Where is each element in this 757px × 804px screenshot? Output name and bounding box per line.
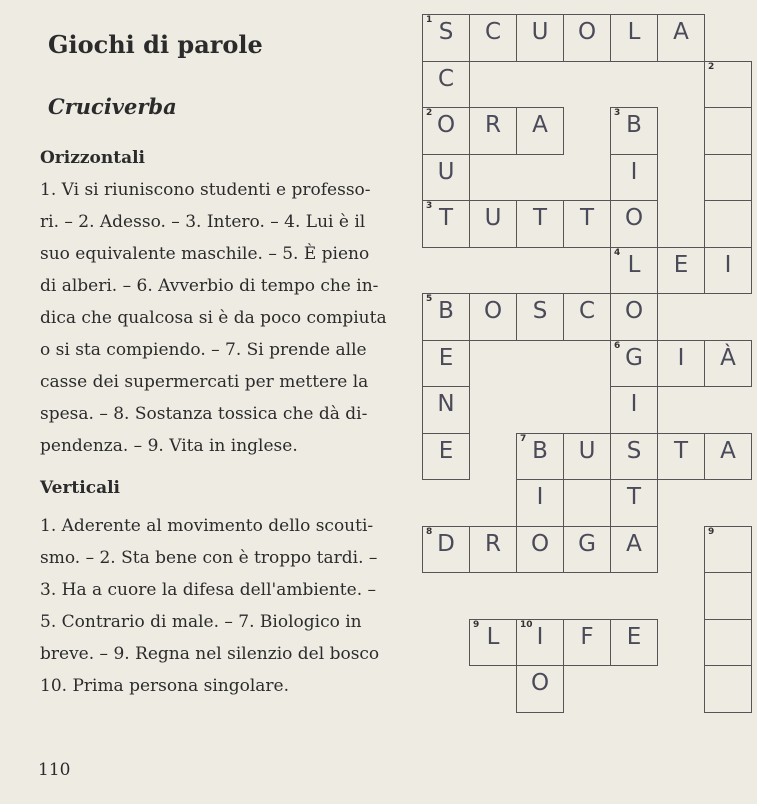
clue-line: 5. Contrario di male. – 7. Biologico in: [40, 612, 362, 632]
grid-cell[interactable]: [469, 619, 517, 667]
cell-letter: A: [673, 19, 689, 45]
grid-cell[interactable]: [516, 107, 564, 155]
cell-letter: O: [436, 112, 456, 138]
page-number: 110: [38, 760, 71, 780]
cell-letter: I: [536, 623, 544, 650]
grid-cell[interactable]: [704, 247, 752, 295]
cell-letter: R: [485, 530, 501, 557]
cell-letter: O: [530, 530, 550, 557]
page-subtitle: Cruciverba: [48, 94, 177, 119]
cell-letter: S: [438, 19, 454, 45]
cell-letter: I: [630, 158, 638, 185]
cell-letter: O: [624, 205, 644, 231]
cell-number: 1: [426, 15, 433, 25]
clue-line: breve. – 9. Regna nel silenzio del bosco: [40, 644, 380, 664]
cell-letter: O: [530, 670, 550, 696]
clue-line: 10. Prima persona singolare.: [40, 676, 290, 696]
cell-letter: E: [673, 251, 689, 278]
grid-cell[interactable]: [610, 200, 658, 248]
grid-cell[interactable]: [704, 200, 752, 248]
grid-cell[interactable]: [422, 526, 470, 574]
clue-line: smo. – 2. Sta bene con è troppo tardi. –: [40, 548, 378, 568]
cell-letter: T: [579, 205, 595, 231]
grid-cell[interactable]: [657, 14, 705, 62]
clue-line: suo equivalente maschile. – 5. È pieno: [40, 244, 370, 264]
cell-letter: R: [485, 112, 501, 138]
cell-number: 3: [426, 201, 433, 211]
down-heading: Verticali: [40, 478, 120, 498]
clue-line: spesa. – 8. Sostanza tossica che dà di-: [40, 404, 368, 424]
cell-number: 7: [520, 433, 527, 444]
grid-cell[interactable]: [563, 14, 611, 62]
grid-cell[interactable]: [610, 340, 658, 388]
cell-letter: B: [438, 298, 454, 324]
across-heading: Orizzontali: [40, 148, 146, 168]
cell-letter: À: [720, 344, 736, 371]
cell-letter: E: [626, 623, 642, 650]
cell-letter: B: [626, 112, 642, 138]
cell-letter: A: [720, 437, 736, 464]
grid-cell[interactable]: [422, 14, 470, 62]
cell-number: 6: [614, 340, 621, 351]
cell-letter: S: [532, 298, 548, 324]
cell-number: 9: [708, 526, 715, 537]
cell-letter: I: [536, 484, 544, 510]
cell-letter: U: [531, 19, 549, 45]
grid-cell[interactable]: [516, 14, 564, 62]
grid-cell[interactable]: [516, 293, 564, 341]
grid-cell[interactable]: [422, 340, 470, 388]
grid-cell[interactable]: [704, 340, 752, 388]
grid-cell[interactable]: [563, 433, 611, 481]
cell-letter: E: [438, 437, 454, 464]
grid-cell[interactable]: [704, 107, 752, 155]
grid-cell[interactable]: [610, 619, 658, 667]
cell-letter: A: [626, 530, 642, 557]
cell-letter: O: [624, 298, 644, 324]
cell-letter: G: [625, 344, 643, 371]
grid-cell[interactable]: [469, 14, 517, 62]
cell-letter: O: [483, 298, 503, 324]
clue-line: ri. – 2. Adesso. – 3. Intero. – 4. Lui è il: [40, 212, 366, 232]
cell-letter: S: [626, 437, 642, 464]
cell-number: 2: [426, 108, 433, 118]
cell-letter: L: [486, 623, 500, 650]
page-title: Giochi di parole: [48, 30, 263, 59]
cell-letter: N: [437, 391, 455, 417]
grid-cell[interactable]: [516, 479, 564, 527]
grid-cell[interactable]: [422, 107, 470, 155]
cell-letter: D: [437, 530, 455, 557]
grid-cell[interactable]: [610, 107, 658, 155]
cell-letter: L: [627, 19, 641, 45]
cell-letter: E: [438, 344, 454, 371]
clue-line: dica che qualcosa si è da poco compiuta: [40, 308, 387, 328]
cell-number: 5: [426, 294, 433, 304]
cell-letter: I: [630, 391, 638, 417]
clue-line: 1. Aderente al movimento dello scouti-: [40, 516, 374, 536]
grid-cell[interactable]: [657, 247, 705, 295]
cell-letter: T: [532, 205, 548, 231]
cell-letter: I: [677, 344, 685, 371]
grid-cell[interactable]: [657, 340, 705, 388]
grid-cell[interactable]: [563, 200, 611, 248]
cell-number: 4: [614, 247, 621, 258]
grid-cell[interactable]: [422, 200, 470, 248]
grid-cell[interactable]: [422, 61, 470, 109]
grid-cell[interactable]: [704, 61, 752, 109]
grid-cell[interactable]: [704, 665, 752, 713]
cell-number: 10: [520, 619, 533, 630]
cell-letter: C: [484, 19, 502, 45]
clue-line: di alberi. – 6. Avverbio di tempo che in-: [40, 276, 379, 296]
grid-cell[interactable]: [422, 433, 470, 481]
cell-letter: C: [437, 65, 455, 92]
grid-cell[interactable]: [516, 200, 564, 248]
cell-letter: O: [577, 19, 597, 45]
cell-number: 2: [708, 61, 715, 72]
grid-cell[interactable]: [422, 154, 470, 202]
clue-line: o si sta compiendo. – 7. Si prende alle: [40, 340, 367, 360]
grid-cell[interactable]: [422, 293, 470, 341]
grid-cell[interactable]: [516, 433, 564, 481]
grid-cell[interactable]: [610, 14, 658, 62]
clue-line: 1. Vi si riuniscono studenti e professo-: [40, 180, 371, 200]
cell-letter: U: [437, 158, 455, 185]
cell-letter: G: [578, 530, 596, 557]
grid-cell[interactable]: [610, 293, 658, 341]
cell-letter: C: [578, 298, 596, 324]
grid-cell[interactable]: [704, 526, 752, 574]
grid-cell[interactable]: [610, 386, 658, 434]
grid-cell[interactable]: [516, 665, 564, 713]
grid-cell[interactable]: [563, 526, 611, 574]
clue-line: casse dei supermercati per mettere la: [40, 372, 369, 392]
cell-letter: A: [532, 112, 548, 138]
cell-letter: B: [532, 437, 548, 464]
grid-cell[interactable]: [516, 619, 564, 667]
cell-letter: L: [627, 251, 641, 278]
cell-number: 9: [473, 619, 480, 630]
cell-number: 3: [614, 108, 621, 118]
grid-cell[interactable]: [563, 619, 611, 667]
grid-cell[interactable]: [610, 247, 658, 295]
cell-number: 8: [426, 526, 433, 537]
grid-cell[interactable]: [563, 293, 611, 341]
grid-cell[interactable]: [610, 479, 658, 527]
grid-cell[interactable]: [610, 433, 658, 481]
cell-letter: F: [580, 623, 594, 650]
grid-cell[interactable]: [704, 572, 752, 620]
cell-letter: T: [626, 484, 642, 510]
grid-cell[interactable]: [610, 526, 658, 574]
grid-cell[interactable]: [610, 154, 658, 202]
cell-letter: U: [578, 437, 596, 464]
grid-cell[interactable]: [469, 526, 517, 574]
grid-cell[interactable]: [469, 200, 517, 248]
grid-cell[interactable]: [704, 619, 752, 667]
grid-cell[interactable]: [469, 293, 517, 341]
clue-line: 3. Ha a cuore la difesa dell'ambiente. –: [40, 580, 377, 600]
grid-cell[interactable]: [704, 154, 752, 202]
grid-cell[interactable]: [469, 107, 517, 155]
grid-cell[interactable]: [704, 433, 752, 481]
cell-letter: T: [673, 437, 689, 464]
grid-cell[interactable]: [657, 433, 705, 481]
cell-letter: T: [438, 205, 454, 231]
grid-cell[interactable]: [516, 526, 564, 574]
cell-letter: U: [484, 205, 502, 231]
cell-letter: I: [724, 251, 732, 278]
clue-line: pendenza. – 9. Vita in inglese.: [40, 436, 298, 456]
grid-cell[interactable]: [422, 386, 470, 434]
